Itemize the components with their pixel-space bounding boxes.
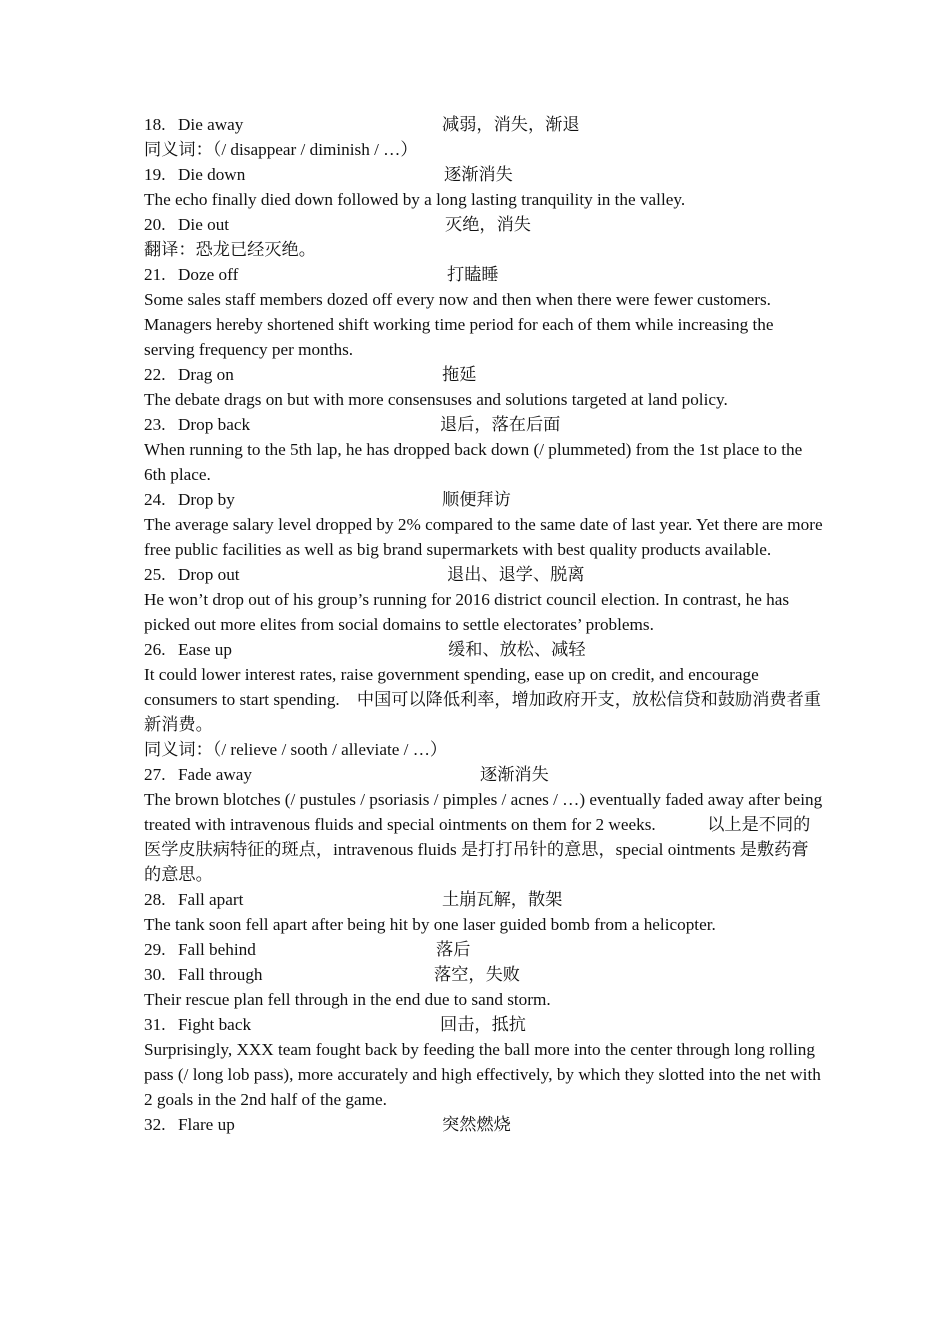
chinese-meaning: 土崩瓦解，散架 (442, 890, 563, 909)
entry-number: 29. (144, 940, 166, 959)
chinese-meaning: 减弱，消失，渐退 (442, 115, 580, 134)
chinese-meaning: 突然燃烧 (442, 1115, 511, 1134)
example-sentence: The tank soon fell apart after being hit by one laser guided bomb from a helicopter. (144, 915, 716, 934)
entry-number: 21. (144, 265, 166, 284)
entry-30-heading (144, 962, 824, 987)
phrase-term: Flare up (178, 1115, 235, 1134)
entry-number: 26. (144, 640, 166, 659)
entry-number: 22. (144, 365, 166, 384)
chinese-meaning: 落空，失败 (434, 965, 520, 984)
example-sentence: Some sales staff members dozed off every now and then when there were fewer customers. Managers hereby shortened shift working time period for each of them while increasing the serving frequency per months. (144, 290, 789, 359)
entry-19-heading (144, 162, 824, 187)
phrase-term: Die out (178, 215, 230, 234)
chinese-meaning: 打瞌睡 (447, 265, 499, 284)
example-sentence: He won’t drop out of his group’s running for 2016 district council election. In contrast, he has picked out more elites from social domains to settle electorates’ problems. (144, 590, 790, 634)
entry-number: 18. (144, 115, 166, 134)
entry-number: 23. (144, 415, 166, 434)
entry-18-heading (144, 112, 824, 137)
entry-28-heading (144, 887, 824, 912)
entry-number: 30. (144, 965, 166, 984)
phrase-term: Fall apart (178, 890, 244, 909)
phrase-term: Doze off (178, 265, 239, 284)
chinese-meaning: 回击，抵抗 (440, 1015, 526, 1034)
entry-number: 24. (144, 490, 166, 509)
entry-27-heading (144, 762, 824, 787)
phrase-term: Drop out (178, 565, 240, 584)
entry-number: 25. (144, 565, 166, 584)
example-sentence: Surprisingly, XXX team fought back by feeding the ball more into the center through long rolling pass (/ long lob pass), more accurately and high effectively, by which they slotted into the net with 2 goals in the 2nd half of the game. (144, 1040, 821, 1109)
example-sentence: When running to the 5th lap, he has dropped back down (/ plummeted) from the 1st place to the 6th place. (144, 440, 803, 484)
vocabulary-list (144, 112, 824, 1137)
example-sentence: The echo finally died down followed by a long lasting tranquility in the valley. (144, 190, 686, 209)
example-sentence: The average salary level dropped by 2% compared to the same date of last year. Yet there are more free public facilities as well as big brand supermarkets with best quality products available. (144, 515, 823, 559)
chinese-meaning: 拖延 (442, 365, 477, 384)
entry-number: 20. (144, 215, 166, 234)
entry-20-heading (144, 212, 824, 237)
chinese-meaning: 缓和、放松、减轻 (448, 640, 586, 659)
phrase-term: Fade away (178, 765, 252, 784)
entry-21-heading (144, 262, 824, 287)
entry-number: 32. (144, 1115, 166, 1134)
entry-25-heading (144, 562, 824, 587)
chinese-meaning: 退后，落在后面 (440, 415, 561, 434)
example-sentence: The brown blotches (/ pustules / psoriasis / pimples / acnes / …) eventually faded away after being treated with intravenous fluids and special ointments on them for 2 weeks. 以上是不同的医学皮肤病特征的斑点，intravenous fluids 是打打吊针的意思，special ointments 是敷药膏的意思。 (144, 790, 823, 884)
translation-line: 翻译：恐龙已经灭绝。 (144, 240, 316, 259)
chinese-meaning: 灭绝，消失 (445, 215, 531, 234)
phrase-term: Drag on (178, 365, 234, 384)
phrase-term: Fight back (178, 1015, 252, 1034)
phrase-term: Drop back (178, 415, 251, 434)
chinese-meaning: 落后 (436, 940, 471, 959)
entry-22-heading (144, 362, 824, 387)
entry-26-heading (144, 637, 824, 662)
entry-31-heading (144, 1012, 824, 1037)
phrase-term: Die down (178, 165, 246, 184)
synonyms-line: 同义词：（/ disappear / diminish / …） (144, 140, 418, 159)
entry-number: 27. (144, 765, 166, 784)
entry-32-heading (144, 1112, 824, 1137)
entry-29-heading (144, 937, 824, 962)
phrase-term: Ease up (178, 640, 232, 659)
entry-24-heading (144, 487, 824, 512)
entry-number: 28. (144, 890, 166, 909)
phrase-term: Die away (178, 115, 244, 134)
entry-23-heading (144, 412, 824, 437)
entry-number: 19. (144, 165, 166, 184)
chinese-meaning: 退出、退学、脱离 (447, 565, 585, 584)
example-sentence: The debate drags on but with more consensuses and solutions targeted at land policy. (144, 390, 728, 409)
chinese-meaning: 顺便拜访 (442, 490, 511, 509)
example-sentence: Their rescue plan fell through in the end due to sand storm. (144, 990, 551, 1009)
phrase-term: Fall through (178, 965, 263, 984)
phrase-term: Fall behind (178, 940, 256, 959)
example-sentence: It could lower interest rates, raise government spending, ease up on credit, and encourage consumers to start spending. 中国可以降低利率，增加政府开支，放松信贷和鼓励消费者重新消费。 (144, 665, 821, 734)
entry-number: 31. (144, 1015, 166, 1034)
phrase-term: Drop by (178, 490, 235, 509)
chinese-meaning: 逐渐消失 (480, 765, 549, 784)
chinese-meaning: 逐渐消失 (444, 165, 513, 184)
synonyms-line: 同义词：（/ relieve / sooth / alleviate / …） (144, 740, 448, 759)
